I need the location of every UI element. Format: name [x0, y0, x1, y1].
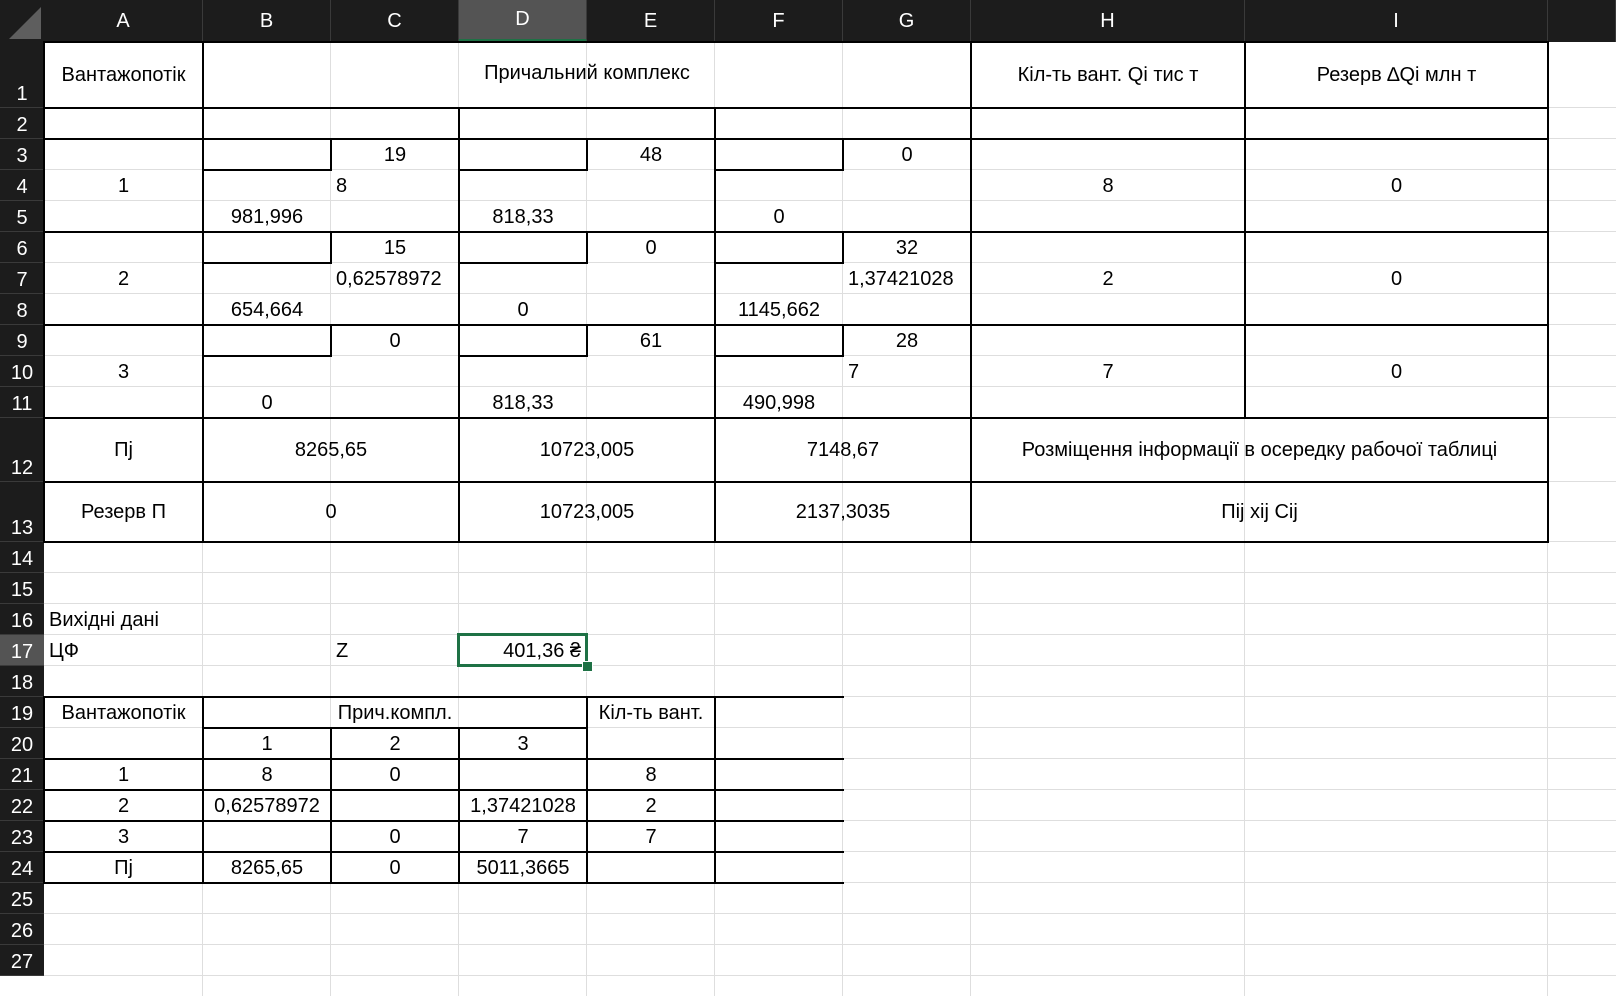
gridline-h — [44, 975, 1616, 976]
cell-a9-cargo-3[interactable]: 3 — [117, 360, 130, 383]
border-line — [202, 262, 332, 264]
column-header-b[interactable]: B — [203, 0, 331, 42]
cell-a6-cargo-2[interactable]: 2 — [117, 267, 130, 290]
row-header-1[interactable]: 1 — [0, 42, 44, 108]
cell-d11[interactable]: 818,33 — [492, 391, 554, 414]
cell-a17-cf-label[interactable]: ЦФ — [49, 639, 79, 662]
row-header-8[interactable]: 8 — [0, 294, 44, 325]
cell-e19-header[interactable]: Кіл-ть вант. — [598, 701, 704, 724]
cell-a12-p-label[interactable]: Пj — [114, 439, 133, 461]
row-header-19[interactable]: 19 — [0, 697, 44, 728]
row-header-18[interactable]: 18 — [0, 666, 44, 697]
cell-c9[interactable]: 0 — [389, 329, 401, 352]
cell-b13-res-1[interactable]: 0 — [325, 501, 337, 523]
cell-e6[interactable]: 0 — [645, 236, 657, 259]
cell-d5[interactable]: 818,33 — [492, 205, 554, 228]
cell-i1-header[interactable]: Резерв ∆Qі млн т — [1316, 64, 1477, 86]
row-header-24[interactable]: 24 — [0, 852, 44, 883]
select-all-corner[interactable] — [0, 0, 44, 42]
row-header-26[interactable]: 26 — [0, 914, 44, 945]
column-header-a[interactable]: A — [44, 0, 203, 42]
column-header-d[interactable]: D — [459, 0, 587, 42]
cell-c17-z-label[interactable]: Z — [336, 639, 349, 662]
row-header-7[interactable]: 7 — [0, 263, 44, 294]
cell-f13-res-3[interactable]: 2137,3035 — [795, 501, 891, 523]
cell-c3[interactable]: 19 — [383, 143, 407, 166]
cell-h12-placement[interactable]: Розміщення інформації в осередку рабочої таблиці — [1021, 439, 1498, 461]
cell-h13-legend[interactable]: Піj xij Cij — [1221, 501, 1298, 523]
cell-f11[interactable]: 490,998 — [742, 391, 816, 414]
cell-b20-sub-1[interactable]: 1 — [261, 732, 273, 755]
cell-i3-reserve-1[interactable]: 0 — [1390, 174, 1403, 197]
gridline-h — [44, 665, 1616, 666]
cell-b19-header[interactable]: Прич.компл. — [337, 701, 453, 724]
border-line — [714, 355, 844, 357]
border-line — [202, 355, 332, 357]
row-header-20[interactable]: 20 — [0, 728, 44, 759]
cell-c6[interactable]: 15 — [383, 236, 407, 259]
cell-a19-header[interactable]: Вантажопотік — [61, 701, 186, 724]
cell-e22[interactable]: 2 — [645, 794, 657, 817]
row-header-12[interactable]: 12 — [0, 418, 44, 482]
cell-e9[interactable]: 61 — [639, 329, 663, 352]
cell-d8[interactable]: 0 — [517, 298, 529, 321]
cell-c21[interactable]: 0 — [389, 763, 401, 786]
cell-d12-p-2[interactable]: 10723,005 — [539, 439, 635, 461]
cell-h3-qty-1[interactable]: 8 — [1102, 174, 1114, 197]
column-header-f[interactable]: F — [715, 0, 843, 42]
cell-f5[interactable]: 0 — [773, 205, 785, 228]
row-header-13[interactable]: 13 — [0, 482, 44, 542]
cell-a24-p-label[interactable]: Пj — [114, 856, 133, 879]
cell-h6-qty-2[interactable]: 2 — [1102, 267, 1114, 290]
fill-handle[interactable] — [582, 661, 593, 672]
cell-d13-res-2[interactable]: 10723,005 — [539, 501, 635, 523]
cell-f8[interactable]: 1145,662 — [738, 298, 820, 321]
row-header-25[interactable]: 25 — [0, 883, 44, 914]
column-header-filler — [1548, 0, 1616, 42]
cell-g9[interactable]: 28 — [895, 329, 919, 352]
cell-a3-cargo-1[interactable]: 1 — [117, 174, 130, 197]
gridline-h — [44, 572, 1616, 573]
cell-a1-header[interactable]: Вантажопотік — [61, 64, 186, 86]
cell-e23[interactable]: 7 — [645, 825, 657, 848]
cell-b24-p[interactable]: 8265,65 — [230, 856, 304, 879]
cell-c22[interactable] — [331, 790, 459, 821]
cell-c20-sub-2[interactable]: 2 — [389, 732, 401, 755]
cell-c24-p[interactable]: 0 — [389, 856, 401, 879]
cell-c4[interactable]: 8 — [336, 174, 348, 197]
cell-b1-header[interactable]: Причальний комплекс — [484, 62, 690, 84]
row-header-11[interactable]: 11 — [0, 387, 44, 418]
gridline-h — [44, 944, 1616, 945]
row-header-27[interactable]: 27 — [0, 945, 44, 976]
border-line — [714, 262, 844, 264]
border-line — [714, 169, 844, 171]
row-header-6[interactable]: 6 — [0, 232, 44, 263]
cell-a21-label[interactable]: 1 — [117, 763, 130, 786]
border-line — [458, 262, 588, 264]
row-header-16[interactable]: 16 — [0, 604, 44, 635]
row-header-23[interactable]: 23 — [0, 821, 44, 852]
column-header-g[interactable]: G — [843, 0, 971, 42]
cell-a16-heading[interactable]: Вихідні дані — [49, 608, 159, 631]
cell-b23[interactable] — [203, 821, 331, 852]
active-cell-d17[interactable] — [457, 633, 588, 667]
cell-a22-label[interactable]: 2 — [117, 794, 130, 817]
cell-e3[interactable]: 48 — [639, 143, 663, 166]
gridline-h — [44, 913, 1616, 914]
row-header-14[interactable]: 14 — [0, 542, 44, 573]
row-header-9[interactable]: 9 — [0, 325, 44, 356]
cell-i9-reserve-3[interactable]: 0 — [1390, 360, 1403, 383]
column-header-h[interactable]: H — [971, 0, 1245, 42]
border-line — [458, 355, 588, 357]
cell-b5[interactable]: 981,996 — [230, 205, 304, 228]
column-header-e[interactable]: E — [587, 0, 715, 42]
column-header-c[interactable]: C — [331, 0, 459, 42]
cell-h9-qty-3[interactable]: 7 — [1102, 360, 1114, 383]
row-header-4[interactable]: 4 — [0, 170, 44, 201]
row-header-3[interactable]: 3 — [0, 139, 44, 170]
row-header-5[interactable]: 5 — [0, 201, 44, 232]
cell-g6[interactable]: 32 — [895, 236, 919, 259]
cell-b11[interactable]: 0 — [261, 391, 273, 414]
row-header-2[interactable]: 2 — [0, 108, 44, 139]
row-header-22[interactable]: 22 — [0, 790, 44, 821]
cell-d20-sub-3[interactable]: 3 — [517, 732, 529, 755]
cell-b22[interactable]: 0,62578972 — [214, 794, 320, 817]
row-header-17[interactable]: 17 — [0, 635, 44, 666]
cell-e21[interactable]: 8 — [645, 763, 657, 786]
border-line — [202, 169, 332, 171]
column-header-i[interactable]: I — [1245, 0, 1548, 42]
cell-a23-label[interactable]: 3 — [117, 825, 130, 848]
cell-i6-reserve-2[interactable]: 0 — [1390, 267, 1403, 290]
cell-d17-z-value[interactable]: 401,36 ₴ — [503, 639, 581, 662]
cell-g3[interactable]: 0 — [901, 143, 913, 166]
cell-d21[interactable] — [459, 759, 587, 790]
cell-h1-header[interactable]: Кіл-ть вант. Qі тис т — [1017, 64, 1199, 86]
cell-a13-reserve-label[interactable]: Резерв П — [81, 501, 166, 523]
cell-c7[interactable]: 0,62578972 — [336, 267, 442, 290]
row-header-21[interactable]: 21 — [0, 759, 44, 790]
cell-c23[interactable]: 0 — [389, 825, 401, 848]
cell-b12-p-1[interactable]: 8265,65 — [294, 439, 368, 461]
cell-d23[interactable]: 7 — [517, 825, 529, 848]
cell-f12-p-3[interactable]: 7148,67 — [806, 439, 880, 461]
row-header-15[interactable]: 15 — [0, 573, 44, 604]
border-line — [458, 169, 588, 171]
cell-b21[interactable]: 8 — [261, 763, 273, 786]
cell-g10[interactable]: 7 — [848, 360, 860, 383]
cell-b8[interactable]: 654,664 — [230, 298, 304, 321]
cell-d22[interactable]: 1,37421028 — [470, 794, 576, 817]
cell-d24-p[interactable]: 5011,3665 — [476, 856, 570, 879]
cell-g7[interactable]: 1,37421028 — [848, 267, 954, 290]
row-header-10[interactable]: 10 — [0, 356, 44, 387]
